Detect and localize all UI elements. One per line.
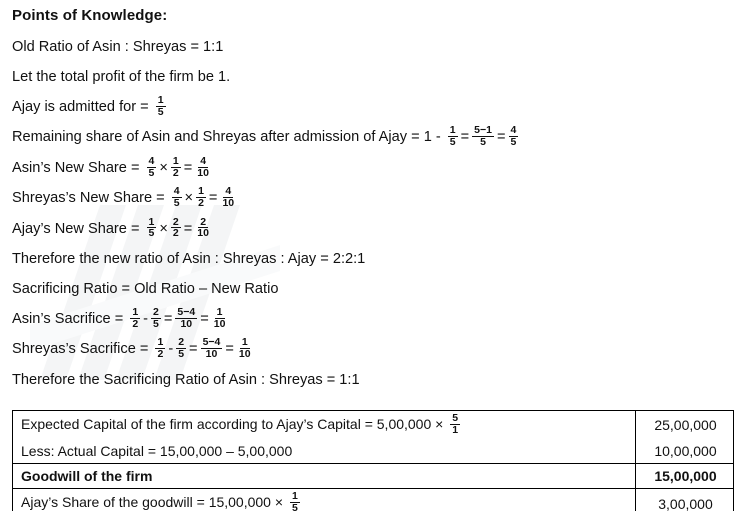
fraction-one-half	[171, 156, 181, 178]
fraction-two-fifths	[176, 337, 186, 359]
fraction-numerator: 2	[200, 215, 207, 228]
table-row-goodwill	[13, 464, 734, 489]
table-cell-label	[13, 489, 636, 511]
equals-sign: =	[189, 341, 198, 358]
fraction-one-half	[196, 186, 206, 208]
fraction-denominator: 10	[197, 227, 209, 240]
fraction-two-tenths	[195, 217, 211, 239]
line-shreyas-sacrifice	[12, 338, 734, 360]
fraction-numerator: 5−4	[177, 306, 196, 319]
fraction-numerator: 1	[291, 490, 298, 503]
fraction-denominator: 5	[148, 227, 155, 240]
line-asin-new-share	[12, 154, 734, 179]
fraction-denominator: 1	[452, 423, 459, 436]
fraction-denominator: 5	[148, 166, 155, 179]
fraction-denominator: 10	[222, 196, 235, 209]
fraction-denominator: 10	[205, 348, 218, 361]
fraction-five-over-one	[450, 413, 460, 435]
goodwill-amount: 15,00,000	[636, 464, 734, 489]
minus-sign: -	[168, 341, 174, 358]
fraction-one-tenth	[237, 337, 253, 359]
fraction-denominator: 2	[172, 227, 179, 240]
fraction-numerator: 5	[452, 412, 459, 424]
fraction-denominator: 10	[238, 348, 251, 361]
fraction-denominator: 2	[132, 317, 139, 330]
fraction-numerator: 1	[148, 215, 155, 228]
asin-sacrifice-label: Asin’s Sacrifice =	[12, 311, 128, 328]
shreyas-sacrifice-label: Shreyas’s Sacrifice =	[12, 341, 153, 358]
fraction-denominator: 2	[157, 348, 164, 361]
ajay-share-goodwill-label: Ajay’s Share of the goodwill = 15,00,000 ×	[21, 494, 287, 511]
fraction-denominator: 5	[291, 502, 298, 511]
equals-sign: =	[183, 220, 193, 237]
fraction-denominator: 5	[480, 136, 486, 149]
table-row	[13, 489, 734, 511]
fraction-two-fifths	[151, 307, 161, 329]
fraction-denominator: 2	[172, 166, 179, 179]
line-asin-sacrifice	[12, 308, 734, 330]
fraction-five-minus-four-over-ten	[175, 307, 197, 329]
table-cell-amount: 10,00,000	[636, 439, 734, 464]
equals-sign: =	[183, 159, 193, 176]
fraction-four-tenths	[195, 156, 211, 178]
table-row	[13, 439, 734, 464]
fraction-numerator: 5−1	[474, 124, 492, 137]
fraction-four-tenths	[220, 186, 236, 208]
fraction-numerator: 2	[153, 306, 159, 319]
times-sign: ×	[159, 159, 168, 176]
line-ajay-new-share	[12, 215, 734, 240]
equals-sign: =	[200, 311, 209, 328]
line-shreyas-new-share	[12, 187, 734, 209]
fraction-numerator: 1	[449, 124, 456, 137]
fraction-numerator: 1	[198, 185, 204, 198]
fraction-denominator: 5	[178, 348, 185, 361]
fraction-one-half	[155, 337, 165, 359]
remaining-share-label: Remaining share of Asin and Shreyas after admission of Ajay = 1 -	[12, 129, 445, 146]
line-old-ratio: Old Ratio of Asin : Shreyas = 1:1	[12, 39, 224, 55]
ajay-admitted-label: Ajay is admitted for =	[12, 99, 153, 116]
fraction-denominator: 5	[449, 136, 456, 149]
fraction-numerator: 1	[157, 336, 164, 349]
line-total-profit: Let the total profit of the firm be 1.	[12, 69, 231, 85]
fraction-one-fifth	[448, 125, 458, 147]
fraction-numerator: 4	[225, 185, 232, 198]
times-sign: ×	[159, 220, 168, 237]
fraction-four-fifths	[147, 156, 157, 178]
goodwill-label: Goodwill of the firm	[13, 464, 636, 489]
fraction-denominator: 10	[197, 166, 209, 179]
table-cell-label	[13, 411, 636, 440]
fraction-numerator: 1	[216, 306, 223, 319]
fraction-one-fifth	[147, 217, 157, 239]
ajay-new-share-label: Ajay’s New Share =	[12, 220, 144, 237]
minus-sign: -	[143, 311, 149, 328]
goodwill-calculation-table	[12, 410, 734, 511]
fraction-four-fifths	[172, 186, 182, 208]
fraction-numerator: 1	[241, 336, 248, 349]
fraction-one-half	[130, 307, 140, 329]
line-ajay-admitted	[12, 96, 734, 118]
expected-capital-label: Expected Capital of the firm according to Ajay’s Capital = 5,00,000 ×	[21, 415, 448, 432]
fraction-denominator: 2	[198, 196, 204, 209]
fraction-numerator: 4	[173, 185, 180, 198]
times-sign: ×	[184, 190, 194, 207]
fraction-four-fifths	[509, 125, 519, 147]
line-remaining-share	[12, 126, 734, 148]
table-cell-amount: 3,00,000	[636, 489, 734, 511]
fraction-numerator: 2	[172, 215, 179, 228]
fraction-five-minus-one-over-five	[472, 125, 494, 147]
asin-new-share-label: Asin’s New Share =	[12, 159, 144, 176]
fraction-one-fifth	[290, 491, 300, 511]
table-cell-label: Less: Actual Capital = 15,00,000 – 5,00,000	[13, 439, 636, 464]
equals-sign: =	[225, 341, 234, 358]
table-row	[13, 411, 734, 440]
fraction-numerator: 4	[510, 124, 517, 137]
fraction-numerator: 1	[132, 306, 139, 319]
line-sacrificing-ratio-result: Therefore the Sacrificing Ratio of Asin : Shreyas = 1:1	[12, 371, 360, 388]
fraction-denominator: 5	[510, 136, 517, 149]
line-sacrificing-ratio-definition: Sacrificing Ratio = Old Ratio – New Ratio	[12, 281, 279, 298]
fraction-two-halves	[171, 217, 181, 239]
equals-sign: =	[208, 190, 218, 207]
fraction-denominator: 10	[213, 317, 226, 330]
fraction-one-fifth	[156, 95, 166, 117]
fraction-denominator: 10	[180, 317, 193, 330]
fraction-denominator: 5	[173, 196, 180, 209]
fraction-one-tenth	[212, 307, 228, 329]
equals-sign: =	[163, 311, 173, 328]
fraction-denominator: 5	[157, 105, 164, 118]
fraction-numerator: 5−4	[202, 336, 221, 349]
table-cell-amount: 25,00,000	[636, 411, 734, 440]
fraction-five-minus-four-over-ten	[201, 337, 223, 359]
equals-sign: =	[496, 129, 506, 146]
shreyas-new-share-label: Shreyas’s New Share =	[12, 190, 169, 207]
equals-sign: =	[460, 129, 470, 146]
line-new-ratio: Therefore the new ratio of Asin : Shreyas : Ajay = 2:2:1	[12, 251, 366, 268]
fraction-numerator: 1	[172, 154, 179, 167]
fraction-numerator: 2	[178, 336, 185, 349]
fraction-numerator: 4	[200, 154, 207, 167]
fraction-numerator: 4	[148, 154, 155, 167]
fraction-denominator: 5	[153, 317, 159, 330]
page-title: Points of Knowledge:	[12, 7, 168, 24]
fraction-numerator: 1	[157, 94, 164, 106]
